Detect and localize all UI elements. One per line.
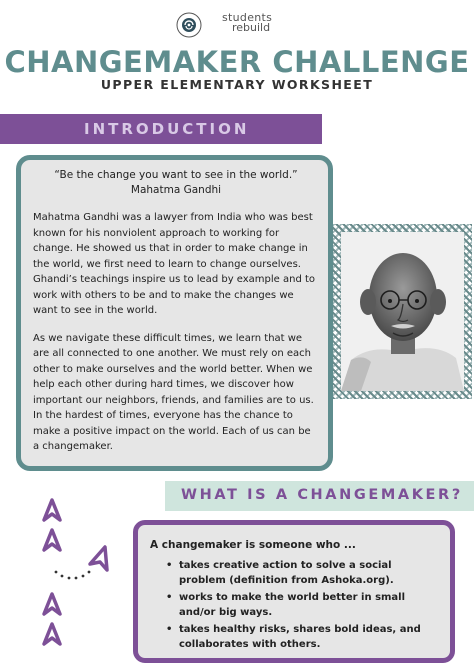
introduction-heading: INTRODUCTION: [84, 120, 250, 138]
page-title: CHANGEMAKER CHALLENGE: [4, 45, 470, 79]
introduction-box: [16, 155, 333, 471]
logo-right-line2: rebuild: [232, 21, 271, 34]
definition-intro: A changemaker is someone who ...: [150, 539, 356, 551]
global-nomads-logo-icon: [176, 12, 202, 38]
intro-paragraph-2: As we navigate these difficult times, we learn that we are all connected to one another. We must rely on each other to make ourselves and the world better. When we help each other during hard times, we discover how important our neighbors, friends, and families are to us. In the hardest of times, everyone has the chance to make a positive impact on the world. Each of us can be a changemaker.: [33, 332, 314, 452]
list-item: • works to make the world better in small and/or big ways.: [166, 590, 440, 620]
gandhi-portrait: [341, 232, 464, 391]
quote-author: Mahatma Gandhi: [130, 184, 222, 196]
list-item: • takes creative action to solve a social problem (definition from Ashoka.org).: [166, 558, 440, 588]
quote-text: “Be the change you want to see in the world.”: [54, 169, 298, 181]
intro-paragraph-1: Mahatma Gandhi was a lawyer from India who was best known for his nonviolent approach to working for change. He showed us that in order to make change in the world, we first need to learn to change ourselves. Ghandi’s teachings inspire us to lead by example and to work with others to be and to make the changes we want to see in the world.: [33, 212, 316, 316]
photo-frame: [333, 224, 472, 399]
students-rebuild-logo-icon: [222, 13, 302, 39]
arrow-decoration-icon: [30, 492, 120, 657]
header-logos: [0, 10, 474, 40]
introduction-heading-band: [0, 114, 322, 144]
quote-block: [33, 168, 319, 198]
what-is-heading-band: [165, 481, 474, 511]
what-is-heading: WHAT IS A CHANGEMAKER?: [181, 487, 463, 503]
definition-box: [133, 520, 455, 663]
definition-list: [150, 558, 440, 652]
page-subtitle: UPPER ELEMENTARY WORKSHEET: [100, 77, 374, 92]
list-item: • takes healthy risks, shares bold ideas, and collaborates with others.: [166, 622, 440, 652]
logo-right-line1: students: [222, 11, 273, 24]
